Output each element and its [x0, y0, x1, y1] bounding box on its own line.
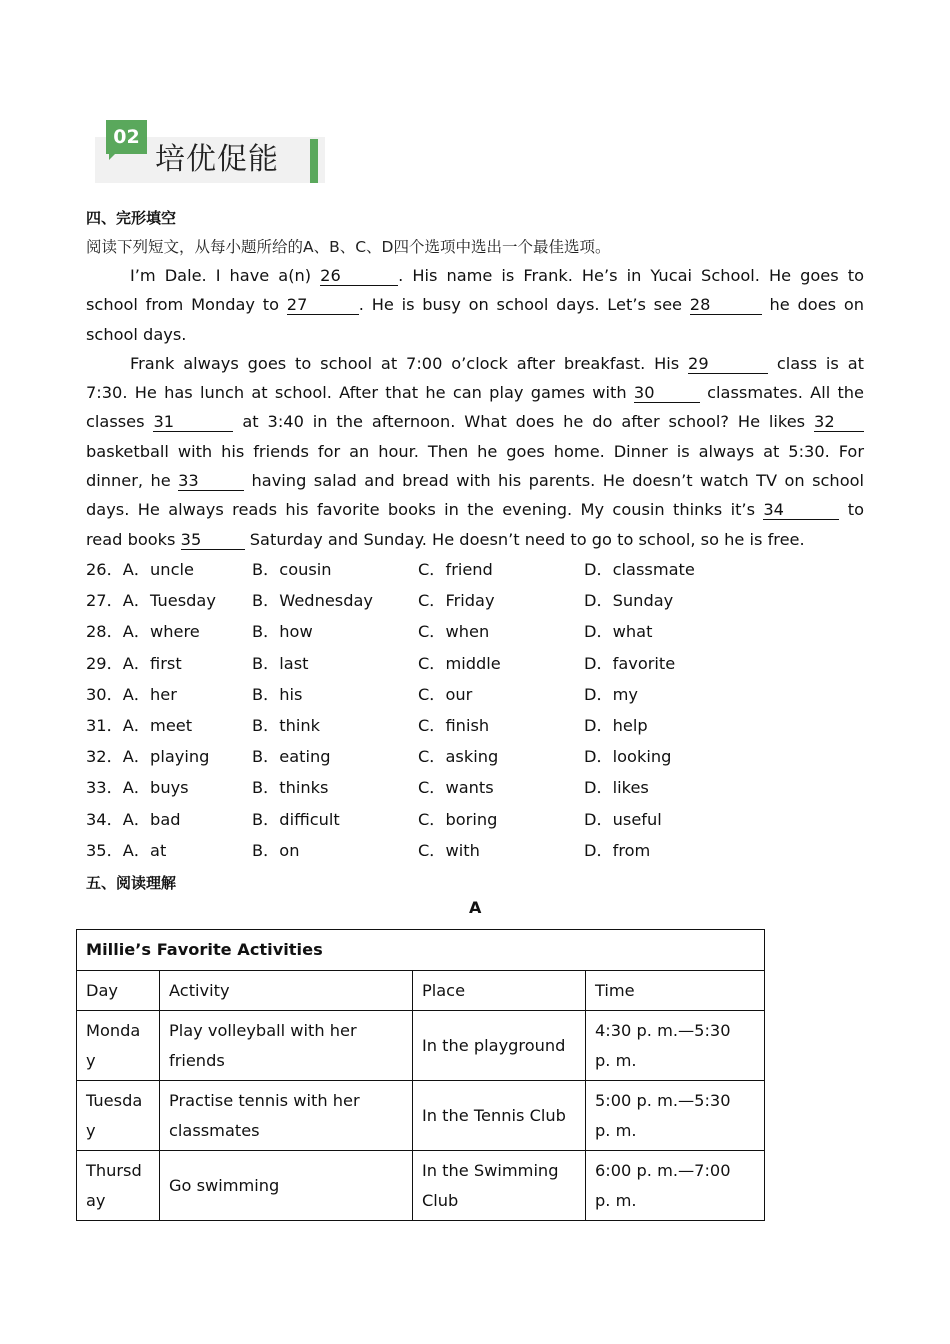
cell-time: 4:30 p. m.—5:30 p. m. [586, 1011, 765, 1081]
option-c: C．boring [418, 809, 498, 829]
option-d: D．classmate [584, 560, 695, 579]
section-heading-cloze: 四、完形填空 [86, 209, 177, 227]
blank-35: 35 [181, 531, 245, 550]
option-b: B．how [252, 622, 313, 642]
question-option-a: 28．A．where [86, 622, 200, 642]
option-d: D．favorite [584, 653, 676, 673]
cell-day: Tuesda y [77, 1081, 160, 1151]
option-c: C．wants [418, 778, 494, 798]
cell-place: In the Tennis Club [413, 1081, 586, 1151]
option-b: B．think [252, 715, 321, 735]
option-b: B．his [252, 684, 303, 704]
question-option-a: 27．A．Tuesday [86, 591, 216, 611]
blank-30: 30 [634, 384, 700, 403]
option-c: C．our [418, 684, 473, 704]
table-row [77, 1081, 765, 1151]
blank-29: 29 [688, 355, 768, 374]
blank-34: 34 [763, 501, 839, 520]
passage-text: . His name is Frank. He’s in Yucai School. He goes to [398, 266, 864, 285]
passage-text: I’m Dale. I have a(n) [130, 266, 321, 285]
passage-text: dinner, he [86, 471, 179, 491]
option-d: D．looking [584, 747, 672, 767]
passage-line [86, 349, 864, 378]
cell-day: Monda y [77, 1011, 160, 1081]
question-option-a: 33．A．buys [86, 778, 189, 798]
cell-day: Thursd ay [77, 1151, 160, 1221]
passage-line [86, 437, 864, 466]
blank-33: 33 [178, 472, 244, 491]
header-place: Place [413, 970, 586, 1011]
blank-27: 27 [287, 296, 359, 315]
option-d: D．Sunday [584, 591, 674, 611]
blank-26: 26 [320, 267, 398, 286]
header-activity: Activity [160, 970, 413, 1011]
passage-text: classmates. All the [699, 383, 865, 403]
blank-32: 32 [814, 413, 864, 432]
option-b: B．eating [252, 747, 331, 767]
banner-title: 培优促能 [155, 142, 279, 177]
passage-text: having salad and bread with his parents. He doesn’t watch TV on school [244, 471, 864, 491]
option-b: B．difficult [252, 809, 340, 829]
option-d: D．useful [584, 809, 662, 829]
table-row [77, 1011, 765, 1081]
option-d: D．my [584, 684, 639, 704]
banner-accent-bar [310, 139, 318, 183]
option-c: C．with [418, 840, 480, 860]
cloze-passage [86, 261, 864, 554]
passage-text: . He is busy on school days. Let’s see [358, 295, 690, 315]
passage-line [86, 407, 864, 436]
passage-text: 7:30. He has lunch at school. After that he can play games with [86, 383, 634, 403]
option-b: B．last [252, 653, 309, 673]
option-d: D．from [584, 840, 651, 860]
cell-activity: Play volleyball with her friends [160, 1011, 413, 1081]
option-b: B．on [252, 840, 300, 860]
blank-31: 31 [153, 413, 233, 432]
option-d: D．what [584, 622, 653, 642]
question-option-a: 26．A．uncle [86, 560, 194, 579]
passage-line [86, 290, 864, 319]
option-d: D．help [584, 715, 648, 735]
option-b: B．Wednesday [252, 591, 374, 611]
table-header-row [77, 970, 765, 1011]
passage-line [86, 261, 864, 290]
header-time: Time [586, 970, 765, 1011]
passage-text: at 3:40 in the afternoon. What does he do after school? He likes [233, 412, 815, 432]
section-number-badge: 02 [106, 120, 147, 154]
cell-activity: Go swimming [160, 1151, 413, 1221]
option-b: B．cousin [252, 560, 332, 579]
option-c: C．asking [418, 747, 499, 767]
question-option-a: 31．A．meet [86, 715, 193, 735]
passage-line [86, 525, 864, 554]
passage-text: Saturday and Sunday. He doesn’t need to go to school, so he is free. [244, 529, 805, 549]
activities-table [76, 929, 765, 1221]
passage-text: school from Monday to [86, 295, 287, 315]
passage-text: Frank always goes to school at 7:00 o’clock after breakfast. His [130, 353, 689, 373]
option-d: D．likes [584, 778, 649, 798]
badge-tail [109, 152, 117, 160]
cell-place: In the playground [413, 1011, 586, 1081]
header-day: Day [77, 970, 160, 1011]
passage-line [86, 378, 864, 407]
cell-time: 5:00 p. m.—5:30 p. m. [586, 1081, 765, 1151]
option-c: C．finish [418, 715, 490, 735]
passage-text: basketball with his friends for an hour. Then he goes home. Dinner is always at 5:30. For [86, 441, 864, 461]
question-option-a: 35．A．at [86, 840, 167, 860]
option-b: B．thinks [252, 778, 329, 798]
cell-place: In the Swimming Club [413, 1151, 586, 1221]
question-option-a: 29．A．first [86, 653, 182, 673]
question-option-a: 32．A．playing [86, 747, 210, 767]
option-c: C．when [418, 622, 490, 642]
passage-text: read books [86, 529, 181, 549]
section-heading-reading: 五、阅读理解 [86, 874, 177, 892]
table-row [77, 1151, 765, 1221]
question-option-a: 34．A．bad [86, 809, 181, 829]
passage-text: classes [86, 412, 154, 432]
blank-28: 28 [690, 296, 762, 315]
passage-text: class is at [768, 353, 864, 373]
passage-line [86, 320, 864, 349]
passage-line [86, 495, 864, 524]
instruction: 阅读下列短文，从每小题所给的A、B、C、D四个选项中选出一个最佳选项。 [86, 238, 611, 256]
cell-activity: Practise tennis with her classmates [160, 1081, 413, 1151]
passage-label: A [469, 898, 482, 917]
option-c: C．Friday [418, 591, 495, 611]
cell-time: 6:00 p. m.—7:00 p. m. [586, 1151, 765, 1221]
option-c: C．friend [418, 560, 493, 579]
question-option-a: 30．A．her [86, 684, 177, 704]
passage-text: to [839, 500, 864, 520]
option-c: C．middle [418, 653, 501, 673]
passage-text: he does on [761, 295, 865, 315]
passage-text: school days. [86, 324, 187, 344]
passage-line [86, 466, 864, 495]
passage-text: days. He always reads his favorite books in the evening. My cousin thinks it’s [86, 500, 764, 520]
table-title: Millie’s Favorite Activities [77, 930, 765, 971]
